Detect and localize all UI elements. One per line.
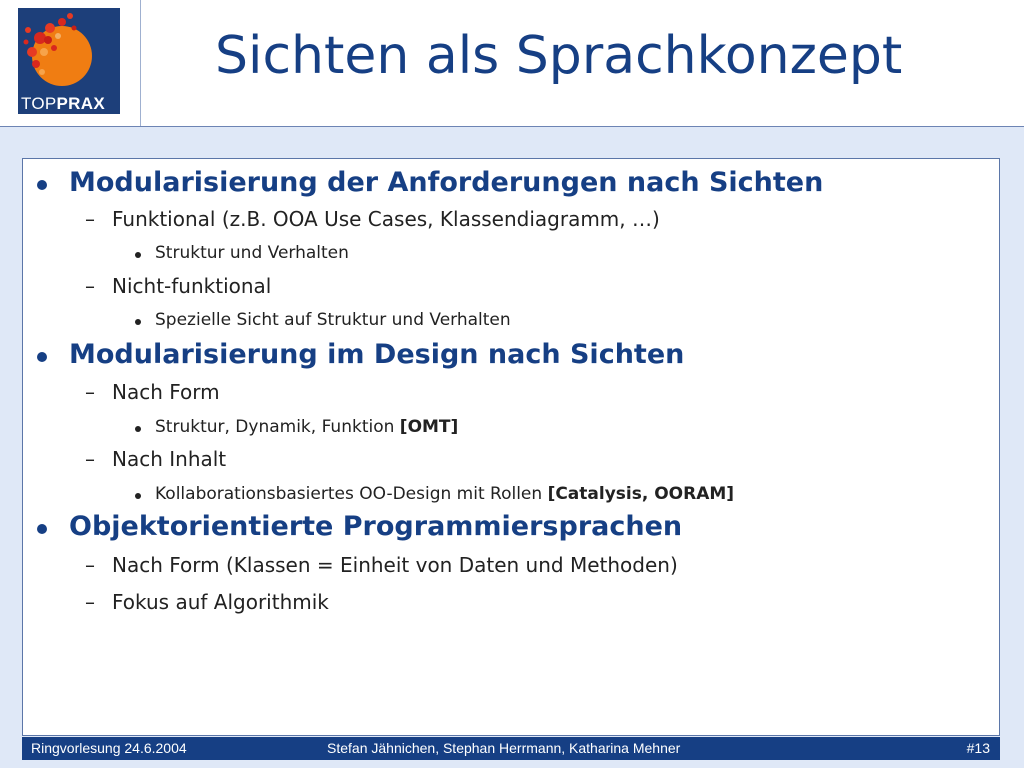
bullet-text: Fokus auf Algorithmik: [112, 590, 329, 614]
bullet-text: Modularisierung der Anforderungen nach Sichten: [69, 167, 824, 198]
bullet-text: Objektorientierte Programmiersprachen: [69, 511, 683, 542]
footer-authors: Stefan Jähnichen, Stephan Herrmann, Katharina Mehner: [327, 740, 681, 756]
small-bullet-icon: [135, 426, 141, 432]
small-bullet-icon: [135, 319, 141, 325]
bullet-text: Nach Form (Klassen = Einheit von Daten und Methoden): [112, 553, 678, 577]
bullet-text: Nach Inhalt: [112, 447, 227, 471]
small-bullet-icon: [135, 493, 141, 499]
bullet-body: Kollaborationsbasiertes OO-Design mit Rollen: [155, 484, 548, 504]
logo-text-top: TOP: [21, 94, 57, 113]
logo-text-prax: PRAX: [56, 94, 105, 113]
bullet-dot-icon: [37, 180, 47, 190]
bullet-text: [155, 484, 734, 504]
bullet-text: Nach Form: [112, 380, 220, 404]
bullet-text: [155, 417, 458, 437]
logo-area: [0, 0, 141, 126]
bullet-dot-icon: [37, 352, 47, 362]
bullet-text: Spezielle Sicht auf Struktur und Verhalten: [155, 310, 511, 330]
logo-wordmark: [21, 94, 105, 114]
small-bullet-icon: [135, 252, 141, 258]
dash-icon: –: [85, 553, 95, 577]
slide-title: Sichten als Sprachkonzept: [215, 26, 903, 86]
dash-icon: –: [85, 207, 95, 231]
dash-icon: –: [85, 274, 95, 298]
dash-icon: –: [85, 590, 95, 614]
dash-icon: –: [85, 380, 95, 404]
slide-content: [22, 158, 1000, 736]
bullet-dot-icon: [37, 524, 47, 534]
dash-icon: –: [85, 447, 95, 471]
slide-footer: [22, 737, 1000, 760]
reference-tag: [OMT]: [399, 417, 459, 437]
bullet-text: Modularisierung im Design nach Sichten: [69, 339, 685, 370]
reference-tag: [Catalysis, OORAM]: [547, 484, 735, 504]
footer-slide-number: #13: [966, 740, 990, 756]
slide-header: [0, 0, 1024, 127]
bullet-text: Funktional (z.B. OOA Use Cases, Klassendiagramm, …): [112, 207, 660, 231]
bullet-body: Struktur, Dynamik, Funktion: [155, 417, 400, 437]
bullet-text: Struktur und Verhalten: [155, 243, 349, 263]
footer-event: Ringvorlesung 24.6.2004: [31, 740, 187, 756]
bullet-text: Nicht-funktional: [112, 274, 272, 298]
